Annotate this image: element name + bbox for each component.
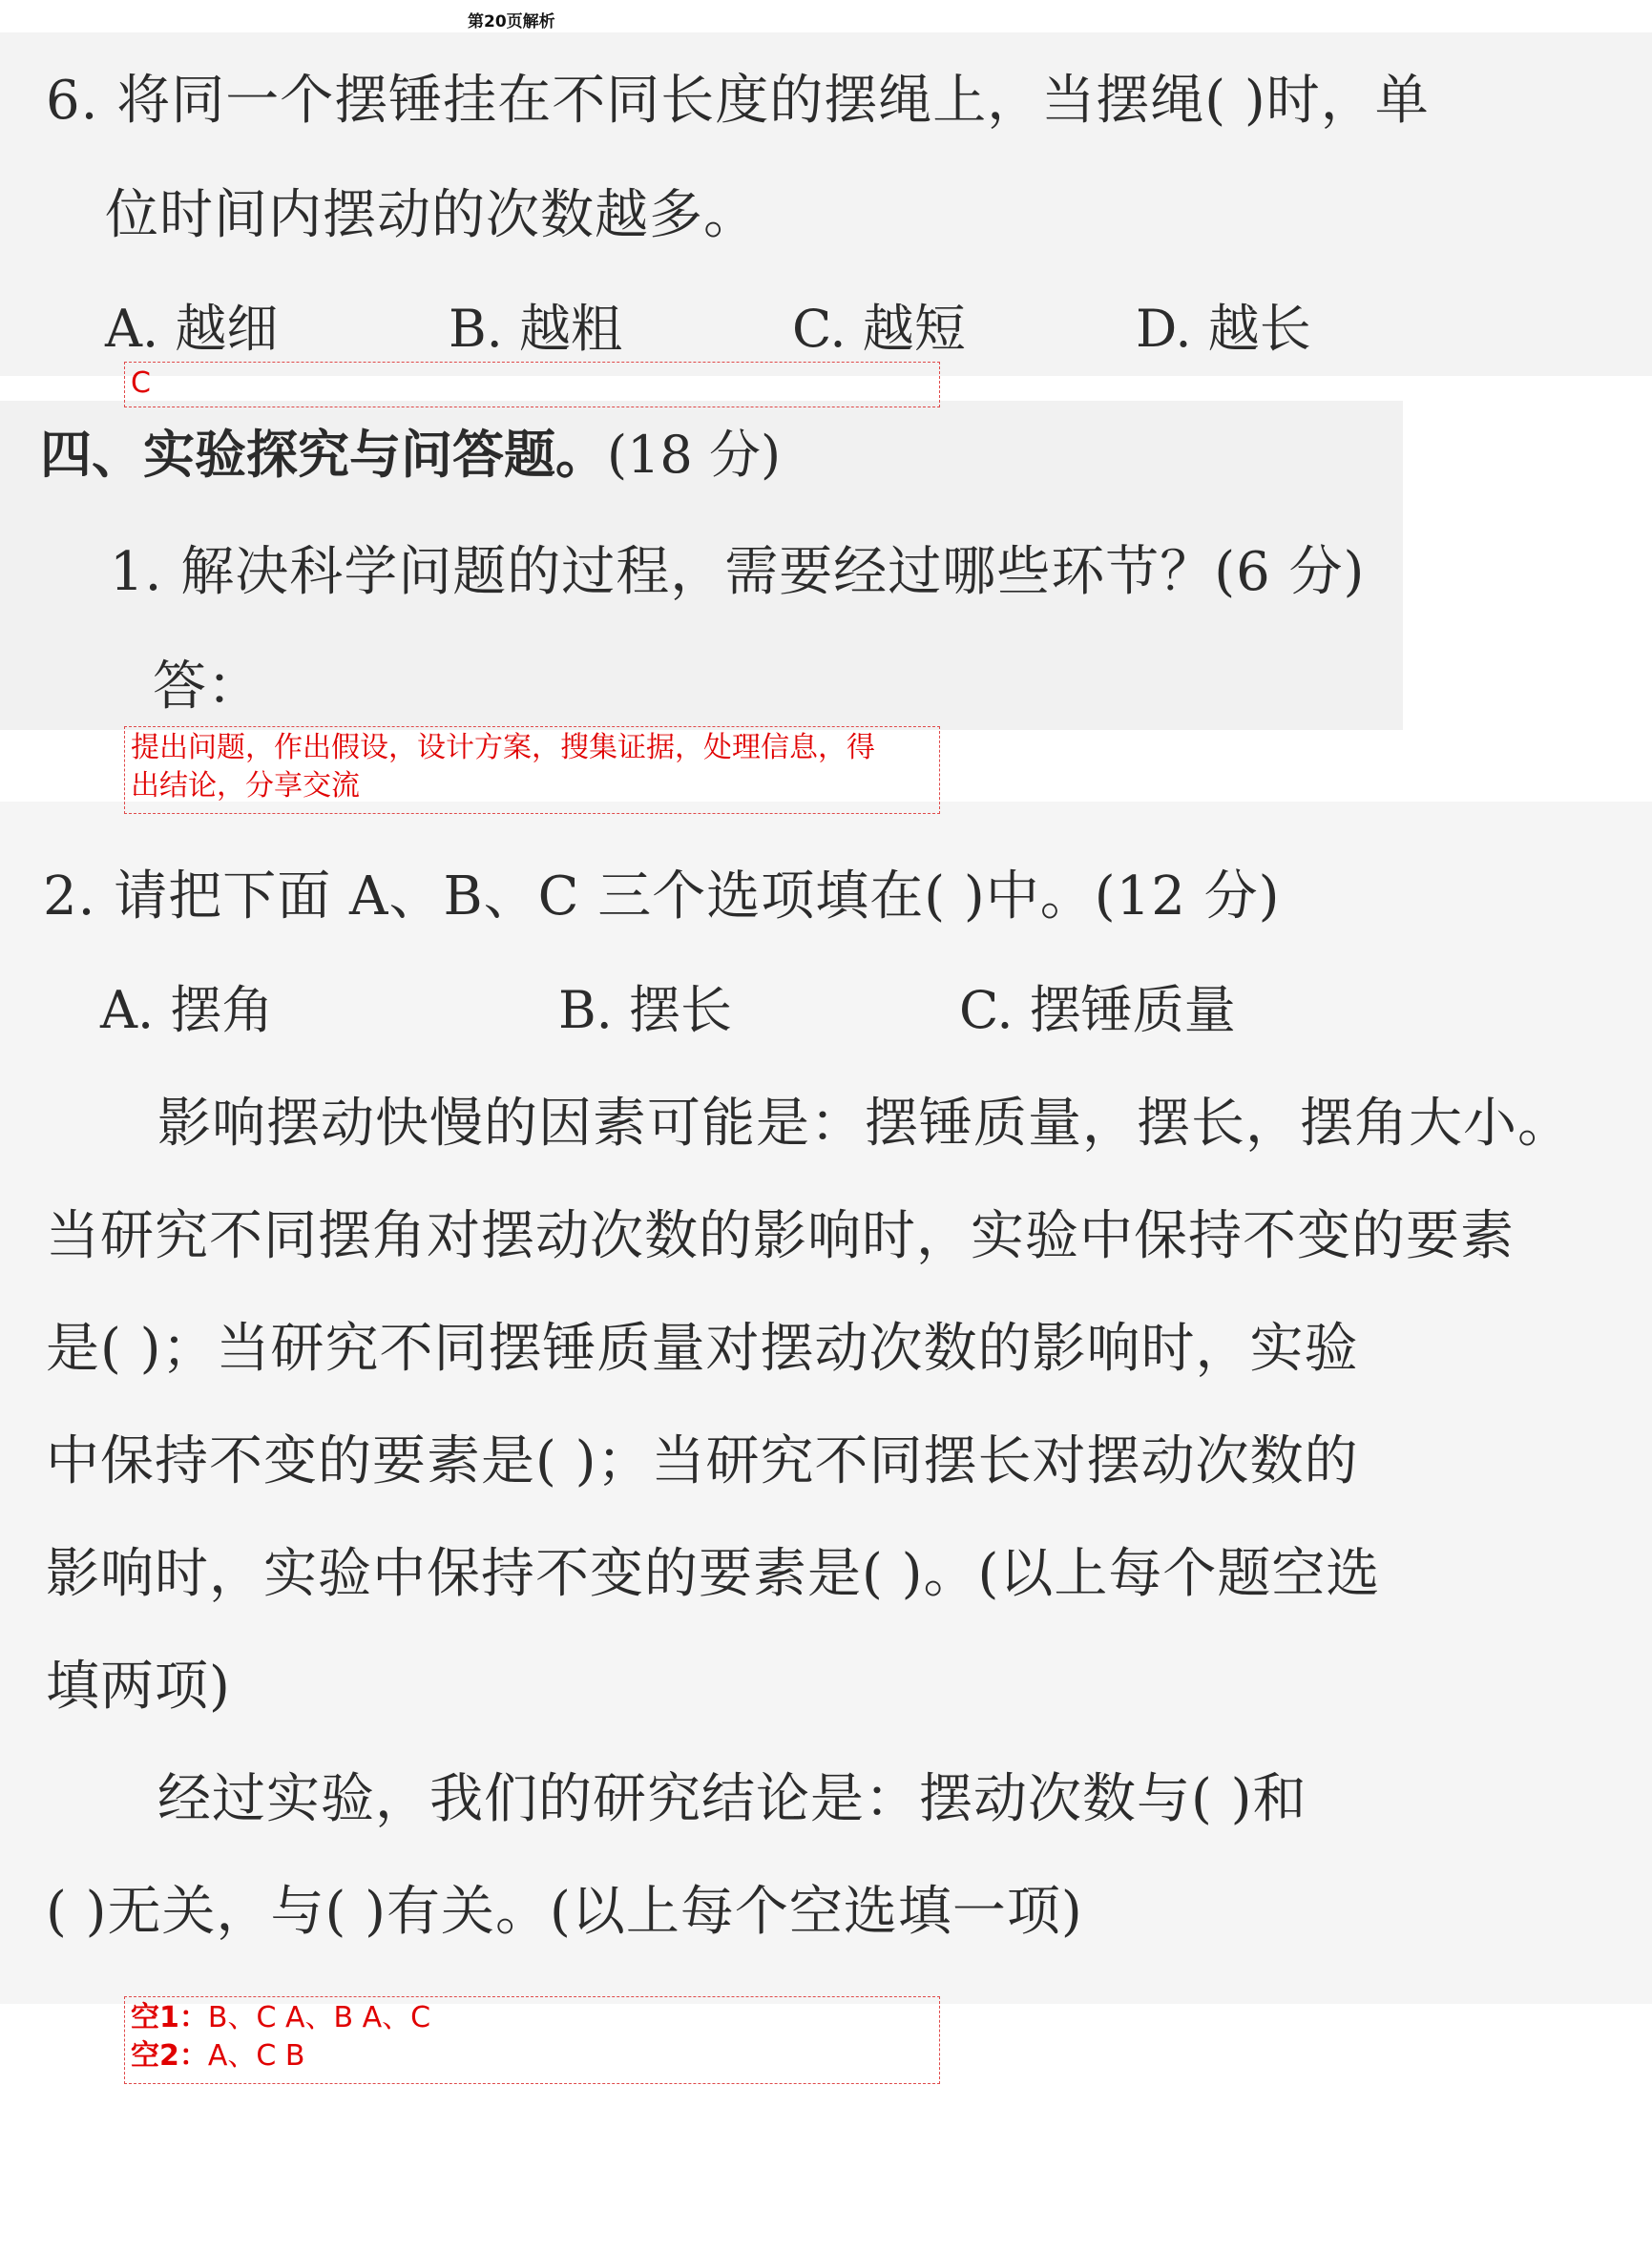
q2-answer-value1: B、C A、B A、C xyxy=(207,2001,431,2034)
q2-answer-box xyxy=(124,1996,940,2084)
q1-answer-box xyxy=(124,726,940,814)
q2-answer-label2: 空2： xyxy=(131,2039,208,2073)
q2-para1-line4: 中保持不变的要素是( )；当研究不同摆长对摆动次数的 xyxy=(46,1430,1359,1492)
section-title xyxy=(40,425,782,485)
q2-para1-line1: 影响摆动快慢的因素可能是：摆锤质量，摆长，摆角大小。 xyxy=(157,1093,1572,1155)
q6-option-a: A. 越细 xyxy=(105,299,279,359)
q2-para1-line3: 是( )；当研究不同摆锤质量对摆动次数的影响时，实验 xyxy=(46,1318,1359,1380)
q2-answer-row1 xyxy=(131,1999,933,2037)
q2-answer-row2 xyxy=(131,2037,933,2075)
q6-line1: 6. 将同一个摆锤挂在不同长度的摆绳上，当摆绳( )时，单 xyxy=(46,70,1430,132)
q6-answer: C xyxy=(131,366,151,400)
q6-option-c: C. 越短 xyxy=(792,299,966,359)
section-title-text: 四、实验探究与问答题。 xyxy=(40,425,607,485)
page-header: 第20页解析 xyxy=(468,12,555,31)
q6-line2: 位时间内摆动的次数越多。 xyxy=(105,184,758,246)
q2-para1-line6: 填两项) xyxy=(46,1656,231,1718)
q2-question: 2. 请把下面 A、B、C 三个选项填在( )中。(12 分) xyxy=(43,865,1281,928)
q1-answer-line2: 出结论，分享交流 xyxy=(131,769,360,803)
section-score: (18 分) xyxy=(607,425,782,485)
q2-option-a: A. 摆角 xyxy=(100,980,274,1040)
q2-para1-line2: 当研究不同摆角对摆动次数的影响时，实验中保持不变的要素 xyxy=(46,1205,1515,1267)
q6-option-b: B. 越粗 xyxy=(449,299,623,359)
q1-question: 1. 解决科学问题的过程，需要经过哪些环节？(6 分) xyxy=(110,541,1366,603)
q1-answer-line1: 提出问题，作出假设，设计方案，搜集证据，处理信息，得 xyxy=(131,731,875,764)
q6-option-d: D. 越长 xyxy=(1136,299,1311,359)
q2-para2-line2: ( )无关，与( )有关。(以上每个空选填一项) xyxy=(46,1881,1083,1943)
q2-answer-value2: A、C B xyxy=(207,2039,305,2073)
q2-option-b: B. 摆长 xyxy=(558,980,733,1040)
q2-para1-line5: 影响时，实验中保持不变的要素是( )。(以上每个题空选 xyxy=(46,1543,1381,1605)
q2-option-c: C. 摆锤质量 xyxy=(959,980,1236,1040)
q2-para2-line1: 经过实验，我们的研究结论是：摆动次数与( )和 xyxy=(157,1768,1307,1830)
q2-answer-label1: 空1： xyxy=(131,2001,208,2034)
q6-answer-box xyxy=(124,362,940,407)
q1-answer-label: 答： xyxy=(153,656,261,718)
